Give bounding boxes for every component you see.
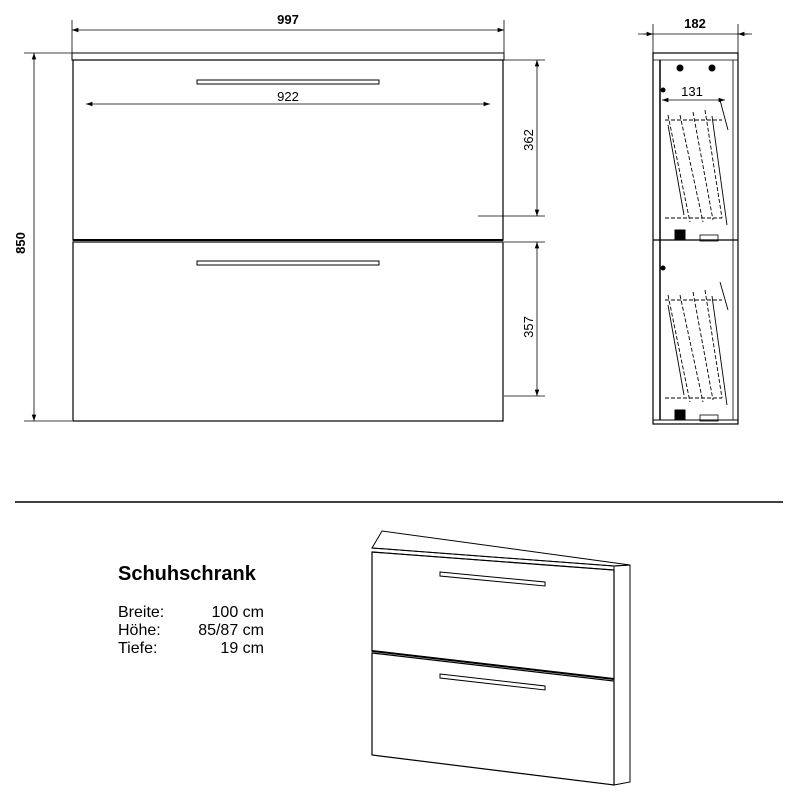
spec-value: 85/87 cm (198, 622, 264, 639)
spec-label: Tiefe: (118, 640, 158, 657)
lower-flap (73, 242, 503, 421)
perspective-lower-handle (440, 674, 545, 690)
spec-label: Höhe: (118, 622, 161, 639)
height-dimension (24, 53, 72, 421)
spec-label: Breite: (118, 604, 165, 621)
spec-row-width (118, 604, 264, 622)
depth-label: 182 (684, 16, 706, 31)
perspective-lower-flap (372, 653, 614, 785)
handle-width-label: 922 (277, 89, 299, 104)
width-label: 997 (277, 12, 299, 27)
product-title: Schuhschrank (118, 563, 256, 585)
inner-depth-label: 131 (681, 84, 703, 99)
perspective-upper-handle (440, 572, 545, 586)
cabinet-top-panel (72, 53, 504, 60)
perspective-side (614, 565, 630, 785)
lower-flap-label: 357 (521, 316, 536, 338)
height-label: 850 (13, 232, 28, 254)
front-view (72, 53, 504, 421)
upper-flap (73, 60, 503, 240)
spec-row-depth (118, 640, 264, 658)
perspective-upper-flap (372, 552, 614, 679)
spec-table (118, 604, 264, 658)
upper-flap-label: 362 (521, 129, 536, 151)
spec-value: 19 cm (220, 640, 264, 657)
spec-value: 100 cm (211, 604, 264, 621)
perspective-view (372, 531, 630, 785)
upper-handle (197, 80, 379, 84)
side-view (653, 53, 738, 424)
perspective-top (372, 531, 630, 566)
product-info (118, 563, 264, 658)
spec-row-height (118, 622, 264, 640)
lower-handle (197, 261, 379, 265)
